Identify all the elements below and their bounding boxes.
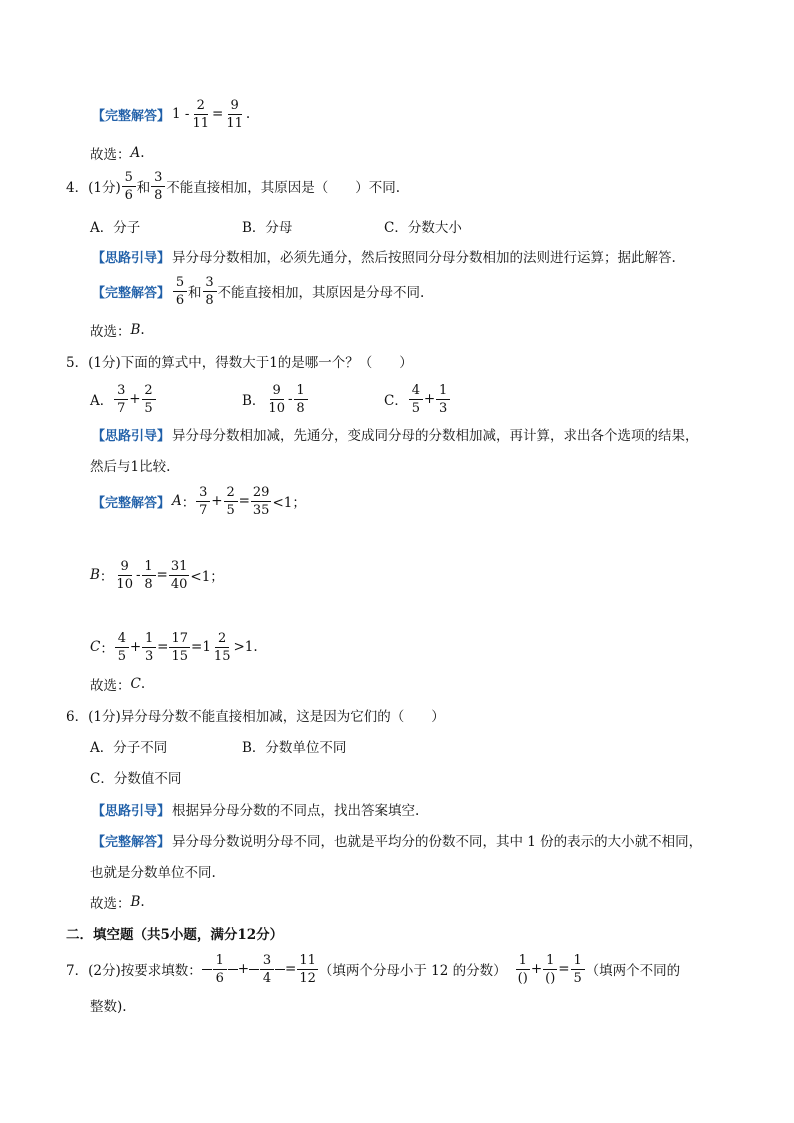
full-answer-tag: 【完整解答】 bbox=[92, 834, 171, 850]
question-6-choose: 故选： B . bbox=[90, 894, 145, 912]
question-4-hint: 【思路引导】 异分母分数相加，必须先通分，然后按照同分母分数相加的法则进行运算；据此解答. bbox=[92, 242, 676, 270]
option-c[interactable]: C．分数大小 bbox=[384, 220, 462, 236]
blank[interactable] bbox=[202, 969, 212, 970]
question-5-answer-b: B ： $\frac{9}{10}$ - $\frac{1}{8}$ = $\frac{31}{40}$ <1； bbox=[90, 558, 224, 592]
fraction: $\frac{2}{11}$ bbox=[192, 97, 210, 131]
blank[interactable] bbox=[275, 969, 285, 970]
question-4: 4．(1分) $\frac{5}{6}$ 和 $\frac{3}{8}$ 不能直接相加，其原因是（ ）不同. bbox=[66, 169, 401, 203]
option-a[interactable]: A． $\frac{3}{7}$ + $\frac{2}{5}$ bbox=[90, 384, 157, 415]
option-b[interactable]: B．分数单位不同 bbox=[242, 740, 347, 756]
hint-tag: 【思路引导】 bbox=[92, 250, 171, 266]
prev-answer-line: 【完整解答】 1 - $\frac{2}{11}$ = $\frac{9}{11}$ . bbox=[92, 97, 251, 131]
option-b[interactable]: B． $\frac{9}{10}$ - $\frac{1}{8}$ bbox=[242, 384, 309, 415]
question-5-choose: 故选： C . bbox=[90, 676, 146, 694]
option-c[interactable]: C．分数值不同 bbox=[90, 771, 182, 787]
full-answer-tag: 【完整解答】 bbox=[92, 108, 171, 124]
question-6-hint: 【思路引导】 根据异分母分数的不同点，找出答案填空. bbox=[92, 795, 419, 823]
fraction: $\frac{11}{12}$ bbox=[299, 952, 316, 986]
full-answer-tag: 【完整解答】 bbox=[92, 285, 171, 301]
question-4-options bbox=[90, 212, 590, 240]
question-4-answer: 【完整解答】 $\frac{5}{6}$ 和 $\frac{3}{8}$ 不能直接相加，其原因是分母不同. bbox=[92, 274, 425, 308]
fraction: $\frac{1}{5}$ bbox=[571, 954, 585, 985]
question-5-answer-a: 【完整解答】 A ： $\frac{3}{7}$ + $\frac{2}{5}$ = $\frac{29}{35}$ <1； bbox=[92, 484, 306, 518]
question-6-options-row2 bbox=[90, 763, 181, 791]
question-6-answer-cont: 也就是分数单位不同. bbox=[90, 865, 216, 881]
question-6: 6．(1分) 异分母分数不能直接相加减，这是因为它们的（ ） bbox=[66, 709, 445, 725]
fraction: $\frac{1}{()}$ bbox=[517, 952, 528, 986]
fraction: $\frac{3}{8}$ bbox=[151, 171, 165, 202]
full-answer-tag: 【完整解答】 bbox=[92, 495, 171, 511]
blank[interactable] bbox=[228, 969, 238, 970]
fraction: $\frac{5}{6}$ bbox=[173, 276, 187, 307]
question-5-options bbox=[90, 382, 610, 416]
prev-choose-line: 故选： A . bbox=[90, 145, 145, 163]
question-6-options-row1 bbox=[90, 732, 590, 760]
fraction: $\frac{9}{11}$ bbox=[226, 97, 243, 131]
expr-text: 1 - bbox=[172, 106, 190, 122]
option-a[interactable]: A．分子 bbox=[90, 220, 141, 236]
question-4-choose: 故选： B . bbox=[90, 322, 145, 340]
fraction: $\frac{3}{4}$ bbox=[260, 954, 274, 985]
fraction: $\frac{5}{6}$ bbox=[122, 171, 136, 202]
option-c[interactable]: C． $\frac{4}{5}$ + $\frac{1}{3}$ bbox=[384, 384, 451, 415]
question-5-hint-cont: 然后与1比较. bbox=[90, 459, 171, 475]
hint-tag: 【思路引导】 bbox=[92, 428, 171, 444]
question-7: 7．(2分) 按要求填数： $\frac{1}{6}$ + $\frac{3}{4}$ = $\frac{11}{12}$ （填两个分母小于 12 的分数） $\frac{1}{()}$ + $\frac{1}{()}$ = $\frac{1}{5}$ （填两个不同的 bbox=[66, 952, 681, 986]
fraction: $\frac{1}{6}$ bbox=[213, 954, 227, 985]
fraction: $\frac{1}{()}$ bbox=[545, 952, 556, 986]
question-5: 5．(1分) 下面的算式中，得数大于1的是哪一个？（ ） bbox=[66, 355, 413, 371]
question-5-hint: 【思路引导】 异分母分数相加减，先通分，变成同分母的分数相加减，再计算，求出各个选项的结果， bbox=[92, 420, 699, 448]
option-a[interactable]: A．分子不同 bbox=[90, 740, 168, 756]
hint-tag: 【思路引导】 bbox=[92, 803, 171, 819]
fraction: $\frac{3}{8}$ bbox=[203, 276, 217, 307]
question-6-answer: 【完整解答】 异分母分数说明分母不同，也就是平均分的份数不同，其中 1 份的表示的大小就不相同， bbox=[92, 826, 702, 854]
question-7-cont: 整数). bbox=[90, 999, 127, 1015]
question-5-answer-c: C ： $\frac{4}{5}$ + $\frac{1}{3}$ = $\frac{17}{15}$ =1 $\frac{2}{15}$ >1. bbox=[90, 630, 258, 664]
section-heading: 二．填空题（共5小题，满分12分） bbox=[66, 927, 284, 943]
option-b[interactable]: B．分母 bbox=[242, 220, 293, 236]
blank[interactable] bbox=[249, 969, 259, 970]
